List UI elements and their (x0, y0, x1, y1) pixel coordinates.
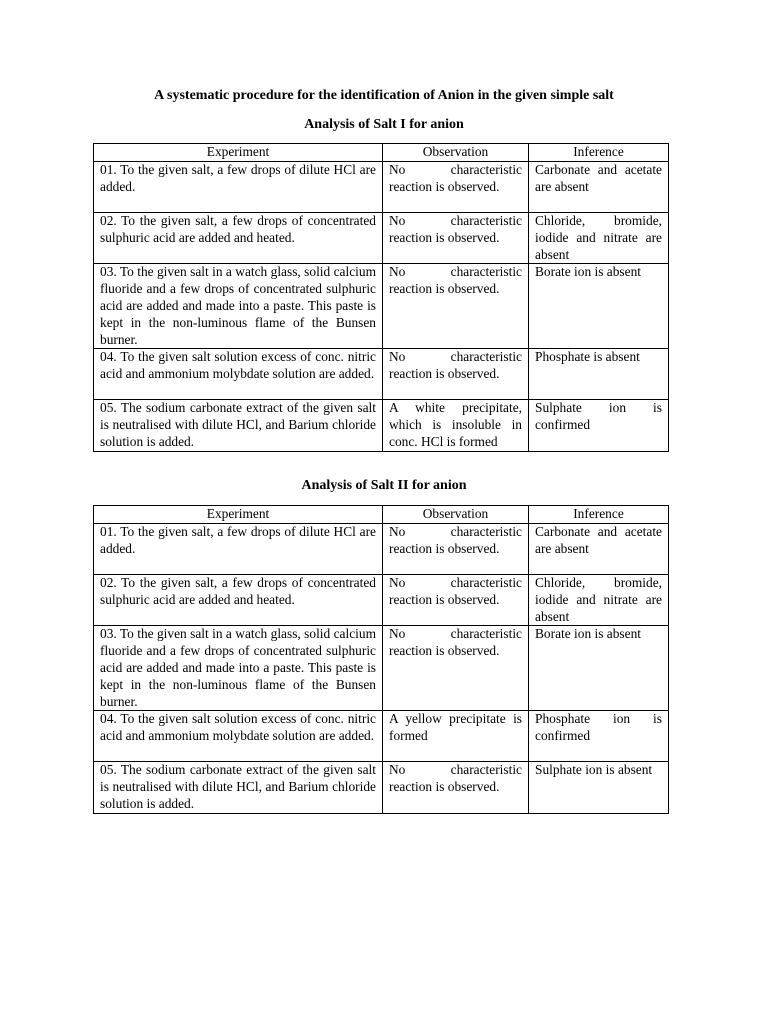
observation-cell: No characteristic reaction is observed. (383, 762, 529, 813)
observation-cell: No characteristic reaction is observed. (383, 349, 529, 400)
table-header-row (94, 144, 669, 162)
observation-cell: A yellow precipitate is formed (383, 711, 529, 762)
observation-cell: No characteristic reaction is observed. (383, 162, 529, 213)
experiment-cell: 05. The sodium carbonate extract of the given salt is neutralised with dilute HCl, and Barium chloride solution is added. (94, 762, 383, 813)
experiment-header: Experiment (94, 506, 383, 524)
inference-cell: Chloride, bromide, iodide and nitrate are absent (529, 575, 669, 626)
experiment-cell: 04. To the given salt solution excess of conc. nitric acid and ammonium molybdate solution are added. (94, 349, 383, 400)
inference-cell: Carbonate and acetate are absent (529, 524, 669, 575)
table-row (94, 762, 669, 813)
observation-cell: No characteristic reaction is observed. (383, 626, 529, 711)
inference-header: Inference (529, 506, 669, 524)
page-title: A systematic procedure for the identification of Anion in the given simple salt (154, 88, 614, 103)
table-row (94, 626, 669, 711)
experiment-cell: 01. To the given salt, a few drops of dilute HCl are added. (94, 162, 383, 213)
observation-cell: No characteristic reaction is observed. (383, 575, 529, 626)
inference-cell: Borate ion is absent (529, 264, 669, 349)
observation-header: Observation (383, 144, 529, 162)
table-row (94, 213, 669, 264)
observation-cell: A white precipitate, which is insoluble in conc. HCl is formed (383, 400, 529, 451)
table-row (94, 264, 669, 349)
table-row (94, 524, 669, 575)
inference-cell: Sulphate ion is absent (529, 762, 669, 813)
table-row (94, 349, 669, 400)
table-row (94, 711, 669, 762)
observation-cell: No characteristic reaction is observed. (383, 213, 529, 264)
experiment-cell: 03. To the given salt in a watch glass, solid calcium fluoride and a few drops of concentrated sulphuric acid are added and made into a paste. This paste is kept in the non-luminous flame of the Bunsen burner. (94, 626, 383, 711)
observation-cell: No characteristic reaction is observed. (383, 264, 529, 349)
table-row (94, 575, 669, 626)
salt-1-heading: Analysis of Salt I for anion (304, 117, 464, 132)
inference-cell: Chloride, bromide, iodide and nitrate are absent (529, 213, 669, 264)
inference-cell: Phosphate ion is confirmed (529, 711, 669, 762)
experiment-cell: 02. To the given salt, a few drops of concentrated sulphuric acid are added and heated. (94, 575, 383, 626)
inference-cell: Carbonate and acetate are absent (529, 162, 669, 213)
experiment-cell: 04. To the given salt solution excess of conc. nitric acid and ammonium molybdate solution are added. (94, 711, 383, 762)
inference-header: Inference (529, 144, 669, 162)
table-header-row (94, 506, 669, 524)
observation-cell: No characteristic reaction is observed. (383, 524, 529, 575)
table-row (94, 400, 669, 451)
observation-header: Observation (383, 506, 529, 524)
experiment-cell: 02. To the given salt, a few drops of concentrated sulphuric acid are added and heated. (94, 213, 383, 264)
experiment-cell: 03. To the given salt in a watch glass, solid calcium fluoride and a few drops of concentrated sulphuric acid are added and made into a paste. This paste is kept in the non-luminous flame of the Bunsen burner. (94, 264, 383, 349)
salt-2-table (93, 505, 669, 814)
salt-1-table (93, 143, 669, 452)
salt-2-heading: Analysis of Salt II for anion (301, 478, 467, 493)
inference-cell: Borate ion is absent (529, 626, 669, 711)
table-row (94, 162, 669, 213)
experiment-cell: 05. The sodium carbonate extract of the given salt is neutralised with dilute HCl, and Barium chloride solution is added. (94, 400, 383, 451)
experiment-header: Experiment (94, 144, 383, 162)
inference-cell: Sulphate ion is confirmed (529, 400, 669, 451)
inference-cell: Phosphate is absent (529, 349, 669, 400)
experiment-cell: 01. To the given salt, a few drops of dilute HCl are added. (94, 524, 383, 575)
